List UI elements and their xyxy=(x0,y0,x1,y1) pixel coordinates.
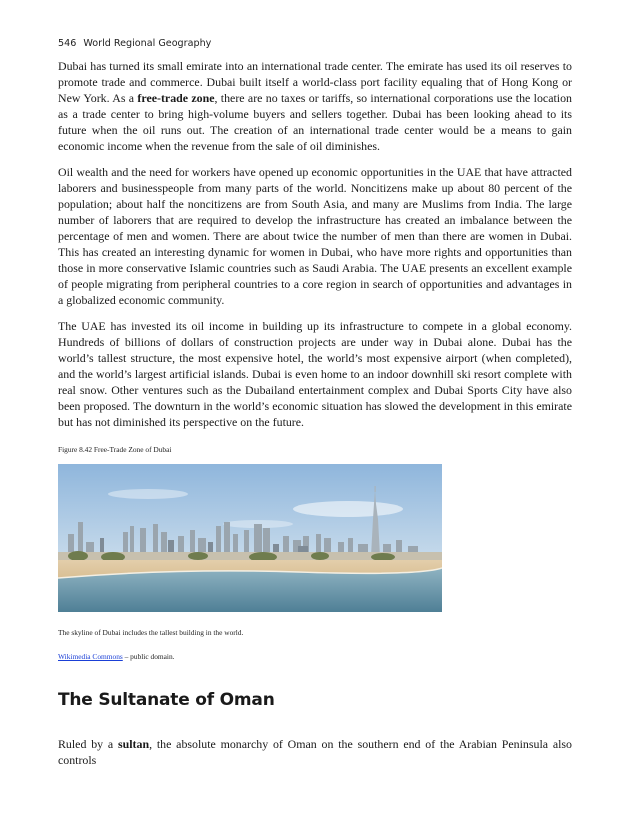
paragraph-text: Ruled by a xyxy=(58,737,118,751)
page-number: 546 xyxy=(58,38,77,49)
paragraph-infrastructure: The UAE has invested its oil income in building up its infrastructure to compete in a global economy. Hundreds of billions of dollars of construction projects are under way in Dubai alone. Dubai has the world’s tallest structure, the most expensive hotel, the world’s most expensive airport (when completed), and the world’s largest artificial islands. Dubai is even home to an indoor downhill ski resort complete with real snow. Other ventures such as the Dubailand entertainment complex and Dubai Sports City have also been proposed. The downturn in the world’s economic situation has slowed the development in this emirate but has not diminished its perspective on the future. xyxy=(58,319,572,429)
credit-text: – public domain. xyxy=(122,652,175,661)
paragraph-text: Dubai has turned its small emirate into an international trade center. The emirate has used its oil reserves to promote trade and commerce. Dubai built itself a world-class port facility equaling that of Hong Kong or New York. As a xyxy=(58,59,572,105)
figure-caption: The skyline of Dubai includes the tallest building in the world. xyxy=(58,628,244,637)
paragraph-text: , the absolute monarchy of Oman on the southern end of the Arabian Peninsula also controls xyxy=(58,737,572,767)
dubai-skyline-photo xyxy=(58,464,442,612)
figure-label: Figure 8.42 Free-Trade Zone of Dubai xyxy=(58,445,172,454)
section-heading: The Sultanate of Oman xyxy=(58,690,275,710)
figure-credit xyxy=(58,652,175,661)
book-title: World Regional Geography xyxy=(83,38,212,49)
key-term-free-trade-zone: free-trade zone xyxy=(137,91,215,105)
paragraph-oil-wealth: Oil wealth and the need for workers have opened up economic opportunities in the UAE that have attracted laborers and businesspeople from many parts of the world. Noncitizens make up about 80 percent of the population; about half the noncitizens are from South Asia, and many are Muslims from India. The large number of laborers that are required to develop the infrastructure has created an imbalance between the percentage of men and women. There are about twice the number of men than there are women in Dubai. This has created an interesting dynamic for women in Dubai, who have more rights and opportunities than those in more conservative Islamic countries such as Saudi Arabia. The UAE presents an excellent example of people migrating from peripheral countries to a core region in search of opportunities and advantages in a globalized economic community. xyxy=(58,165,572,307)
paragraph-text: , there are no taxes or tariffs, so international corporations use the location as a trade center to bring high-volume buyers and sellers together. Dubai has been looking ahead to its future when the oil runs out. The creation of an international trade center would be a means to gain economic income when the revenue from the sale of oil diminishes. xyxy=(58,91,572,153)
running-head xyxy=(58,38,211,49)
wikimedia-commons-link[interactable]: Wikimedia Commons xyxy=(58,652,123,661)
paragraph-dubai-trade xyxy=(58,58,572,154)
paragraph-oman xyxy=(58,736,572,768)
key-term-sultan: sultan xyxy=(118,737,150,751)
